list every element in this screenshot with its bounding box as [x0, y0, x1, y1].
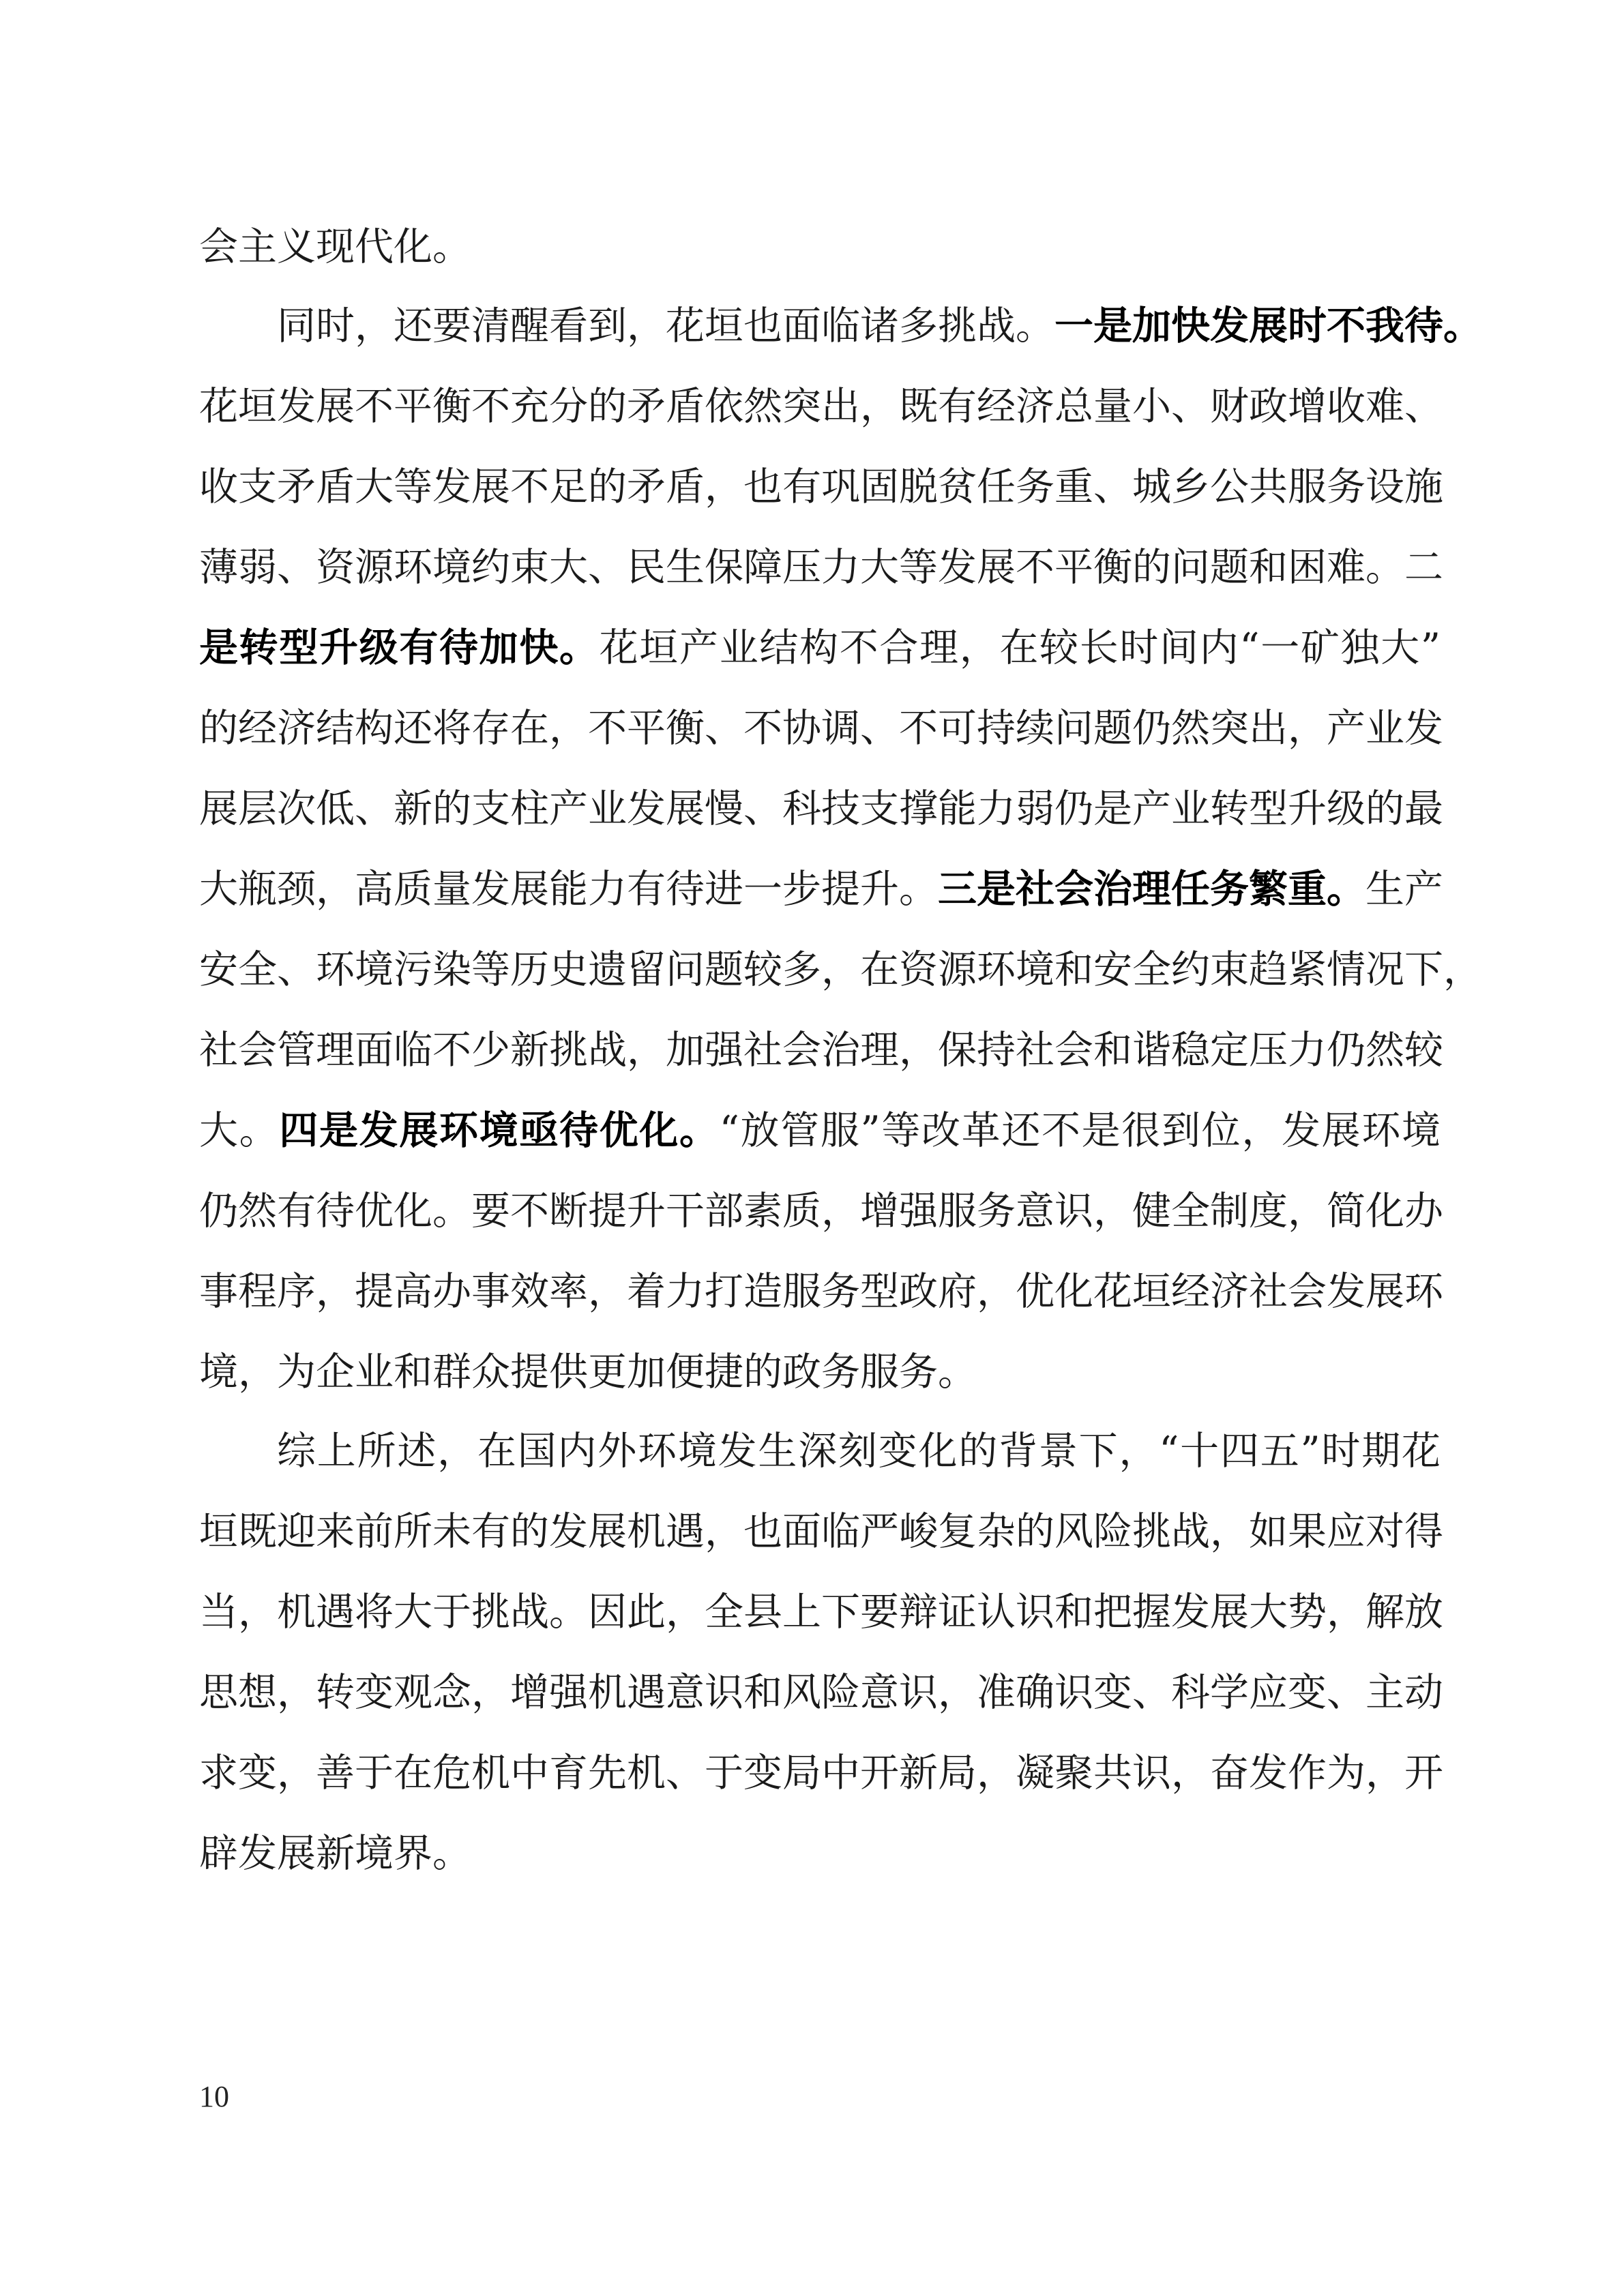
text-line	[199, 942, 1482, 997]
text-segment: 社会管理面临不少新挑战，加强社会治理，保持社会和谐稳定压力仍然较	[199, 1028, 1443, 1073]
text-segment: 求变，善于在危机中育先机、于变局中开新局，凝聚共识，奋发作为，开	[199, 1750, 1443, 1795]
text-line	[199, 540, 1441, 595]
text-segment: 综上所述，在国内外环境发生深刻变化的背景下，“十四五”时期花	[277, 1429, 1441, 1474]
text-line	[199, 1665, 1441, 1720]
text-line	[199, 781, 1441, 836]
text-line	[199, 1746, 1441, 1800]
bold-text-segment: 三是社会治理任务繁重。	[938, 866, 1365, 912]
text-segment: 花垣发展不平衡不充分的矛盾依然突出，既有经济总量小、财政增收难、	[199, 384, 1443, 429]
text-segment: 展层次低、新的支柱产业发展慢、科技支撑能力弱仍是产业转型升级的最	[199, 786, 1443, 831]
text-segment: 仍然有待优化。要不断提升干部素质，增强服务意识，健全制度，简化办	[199, 1189, 1443, 1234]
text-line	[277, 1424, 1441, 1478]
text-line	[199, 621, 1441, 675]
text-line	[199, 1023, 1441, 1077]
text-segment: 辟发展新境界。	[199, 1831, 471, 1876]
text-segment: 会主义现代化。	[199, 224, 471, 269]
text-segment: 思想，转变观念，增强机遇意识和风险意识，准确识变、科学应变、主动	[199, 1670, 1443, 1715]
text-line	[199, 379, 1441, 434]
text-line	[199, 1345, 1441, 1399]
text-line	[277, 299, 1482, 353]
text-line	[199, 862, 1441, 916]
bold-text-segment: 一是加快发展时不我待。	[1054, 303, 1482, 348]
text-line	[199, 1504, 1441, 1559]
text-segment: 安全、环境污染等历史遗留问题较多，在资源环境和安全约束趋紧情况下，	[199, 947, 1482, 992]
text-line	[199, 1103, 1441, 1158]
bold-text-segment: 四是发展环境亟待优化。	[279, 1107, 720, 1153]
text-line	[199, 701, 1441, 756]
page-number: 10	[199, 2080, 229, 2113]
text-segment: 花垣产业结构不合理，在较长时间内“一矿独大”	[599, 625, 1441, 670]
text-segment: 大瓶颈，高质量发展能力有待进一步提升。	[199, 867, 938, 912]
text-segment: 薄弱、资源环境约束大、民生保障压力大等发展不平衡的问题和困难。二	[199, 545, 1443, 590]
text-line	[199, 1264, 1441, 1319]
text-segment: 垣既迎来前所未有的发展机遇，也面临严峻复杂的风险挑战，如果应对得	[199, 1509, 1443, 1554]
text-line	[199, 460, 1441, 514]
text-segment: 大。	[199, 1108, 280, 1153]
text-segment: 当，机遇将大于挑战。因此，全县上下要辩证认识和把握发展大势，解放	[199, 1590, 1443, 1635]
text-segment: 同时，还要清醒看到，花垣也面临诸多挑战。	[277, 303, 1054, 348]
text-segment: 事程序，提高办事效率，着力打造服务型政府，优化花垣经济社会发展环	[199, 1269, 1443, 1314]
bold-text-segment: 是转型升级有待加快。	[199, 625, 600, 670]
text-segment: 境，为企业和群众提供更加便捷的政务服务。	[199, 1350, 977, 1395]
text-segment: 的经济结构还将存在，不平衡、不协调、不可持续问题仍然突出，产业发	[199, 706, 1443, 751]
text-line	[199, 1826, 1441, 1881]
text-line	[199, 220, 1441, 274]
text-segment: 收支矛盾大等发展不足的矛盾，也有巩固脱贫任务重、城乡公共服务设施	[199, 464, 1443, 509]
text-line	[199, 1585, 1441, 1639]
text-segment: 生产	[1365, 867, 1443, 912]
text-segment: “放管服”等改革还不是很到位，发展环境	[719, 1108, 1441, 1153]
text-line	[199, 1184, 1441, 1238]
